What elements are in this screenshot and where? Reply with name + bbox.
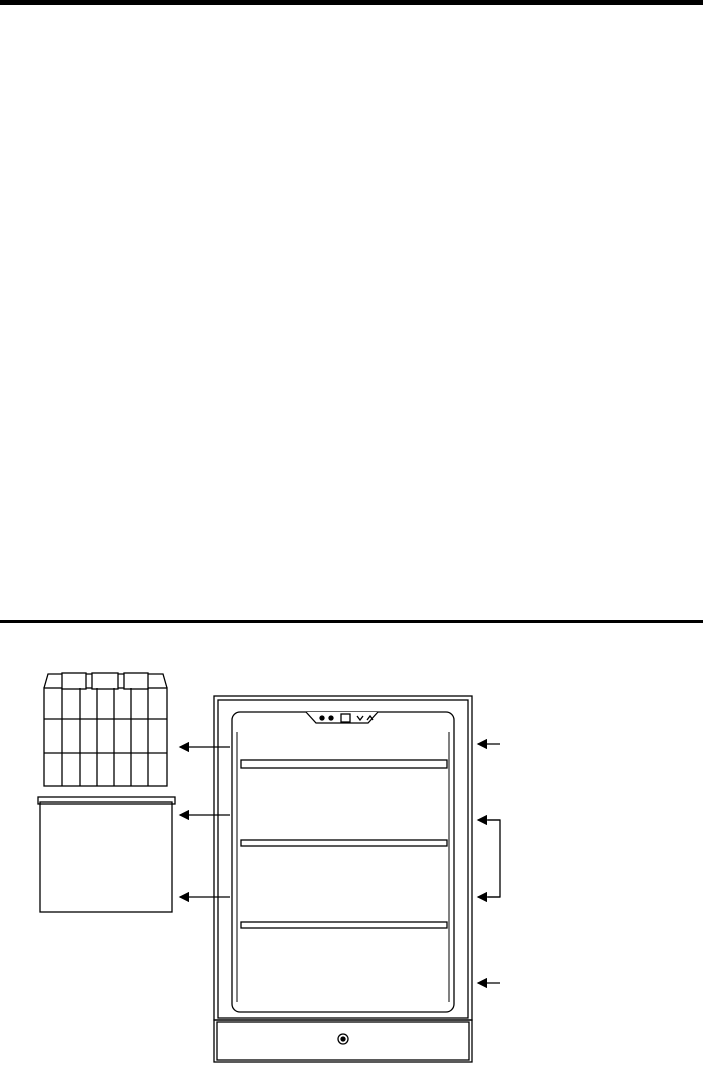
capacity-arrows bbox=[478, 744, 500, 983]
rack-arrows bbox=[180, 747, 230, 897]
can-rack-top-view bbox=[38, 797, 175, 912]
can-rack-side-view bbox=[44, 673, 167, 786]
fridge-cabinet bbox=[214, 696, 472, 1062]
